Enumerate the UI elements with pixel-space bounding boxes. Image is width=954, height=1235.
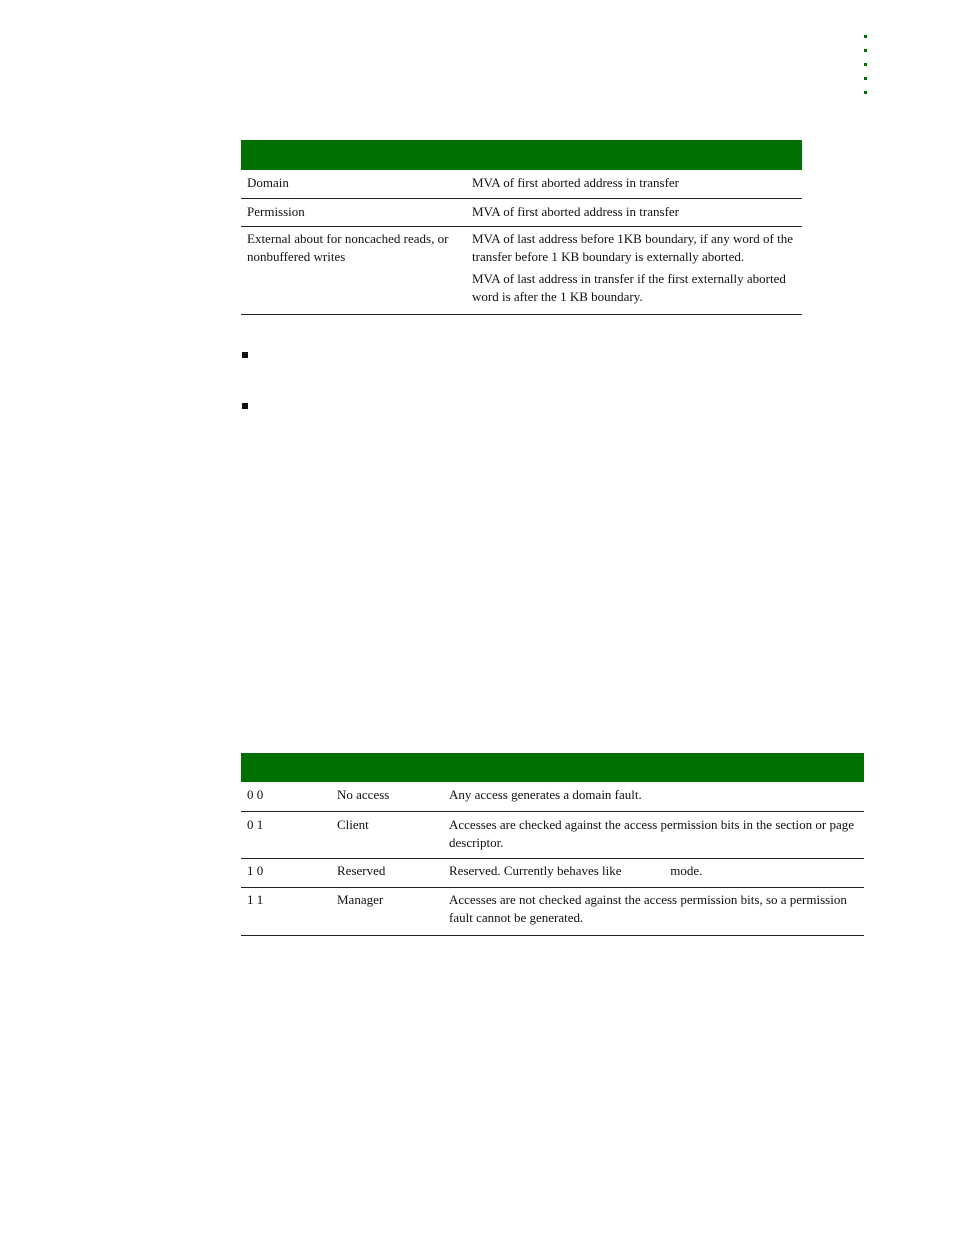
table-row: [241, 227, 802, 315]
description-cell: Accesses are not checked against the access permission bits, so a permission fault cannot be generated.: [449, 892, 847, 925]
fault-type-cell: Domain: [247, 175, 289, 190]
table-row: [241, 859, 864, 888]
mode-cell: Client: [337, 817, 369, 832]
fault-type-cell: Permission: [247, 204, 305, 219]
list-bullet: [242, 352, 248, 358]
table-row: [241, 812, 864, 859]
mode-cell: No access: [337, 787, 390, 802]
bits-cell: 0 1: [247, 817, 264, 832]
margin-dot: [864, 77, 867, 80]
margin-dot: [864, 49, 867, 52]
address-text: MVA of last address in transfer if the first externally aborted word is after the 1 KB boundary.: [472, 271, 786, 304]
address-text: MVA of first aborted address in transfer: [472, 175, 679, 190]
address-text: MVA of last address before 1KB boundary, if any word of the transfer before 1 KB boundary is externally aborted.: [472, 231, 793, 264]
table-header-bar: [241, 753, 864, 782]
address-cell: [472, 203, 802, 221]
address-cell: [472, 230, 802, 306]
mode-cell: Manager: [337, 892, 384, 907]
bits-cell: 1 0: [247, 863, 264, 878]
margin-dot: [864, 91, 867, 94]
fault-address-table: [241, 140, 802, 315]
address-cell: [472, 174, 802, 192]
margin-dots-decoration: [864, 35, 870, 105]
bits-cell: 1 1: [247, 892, 264, 907]
bits-cell: 0 0: [247, 787, 264, 802]
description-cell: Accesses are checked against the access permission bits in the section or page descriptor.: [449, 817, 855, 850]
table-row: [241, 199, 802, 227]
domain-access-table: [241, 753, 864, 936]
mode-cell: Reserved: [337, 863, 386, 878]
description-cell: Any access generates a domain fault.: [449, 787, 642, 802]
table-header-bar: [241, 140, 802, 170]
list-bullet: [242, 403, 248, 409]
table-row: [241, 888, 864, 936]
description-cell: Reserved. Currently behaves like mode.: [449, 863, 703, 878]
fault-type-cell: External about for noncached reads, or nonbuffered writes: [247, 231, 449, 264]
margin-dot: [864, 35, 867, 38]
address-text: MVA of first aborted address in transfer: [472, 204, 679, 219]
table-row: [241, 782, 864, 812]
margin-dot: [864, 63, 867, 66]
table-row: [241, 170, 802, 199]
